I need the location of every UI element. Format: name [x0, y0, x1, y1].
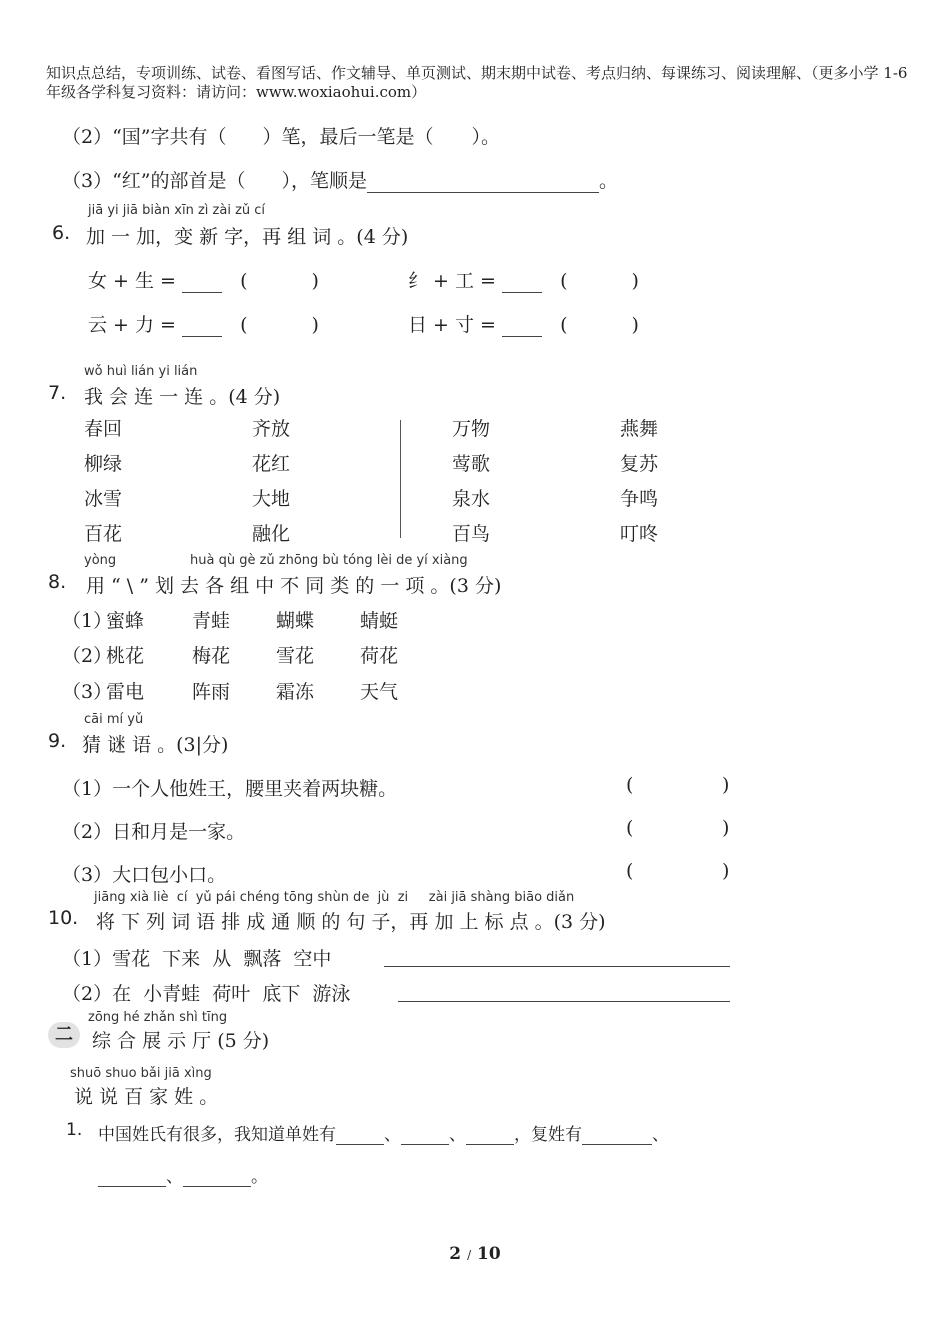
match-item[interactable]: 柳绿	[84, 453, 123, 475]
match-item[interactable]: 冰雪	[84, 488, 123, 510]
q7-pinyin: wǒ huì lián yi lián	[84, 364, 198, 379]
match-item[interactable]: 泉水	[452, 488, 491, 510]
riddle-item: （2）日和月是一家。	[62, 821, 246, 843]
q8-pinyin-a: yòng	[84, 553, 117, 568]
match-item[interactable]: 百花	[84, 523, 123, 545]
q10-pinyin: jiāng xià liè cí yǔ pái chéng tōng shùn de jù zi zài jiā shàng biāo diǎn	[94, 890, 575, 905]
column-divider	[400, 420, 401, 538]
q6-row2-left: 云 + 力 = ( )	[88, 314, 319, 336]
q8-row-label: （1）	[62, 610, 113, 632]
match-item[interactable]: 齐放	[252, 418, 291, 440]
compound-surname-blank[interactable]	[98, 1168, 166, 1187]
q6-row2-right: 日 + 寸 = ( )	[408, 314, 639, 336]
q6-pinyin: jiā yi jiā biàn xīn zì zài zǔ cí	[88, 203, 266, 218]
q5-item2-part-c: ）。	[471, 126, 501, 148]
classify-item[interactable]: 蝴蝶	[276, 610, 315, 632]
q10-title: 将 下 列 词 语 排 成 通 顺 的 句 子，再 加 上 标 点 。(3 分)	[96, 911, 606, 933]
single-surname-blank[interactable]	[401, 1126, 449, 1145]
q6-row1-left: 女 + 生 = ( )	[88, 270, 319, 292]
stroke-order-blank[interactable]	[367, 170, 599, 193]
classify-item[interactable]: 桃花	[106, 645, 145, 667]
riddle-answer-open: (	[626, 817, 634, 839]
q6-row1-right: 纟 + 工 = ( )	[408, 270, 639, 292]
classify-item[interactable]: 青蛙	[192, 610, 231, 632]
q6-expr: 女 + 生 =	[88, 270, 176, 292]
riddle-answer-close: )	[722, 860, 730, 882]
match-item[interactable]: 莺歌	[452, 453, 491, 475]
q8-number: 8.	[48, 571, 67, 593]
q10-number: 10.	[48, 907, 79, 929]
classify-item[interactable]: 霜冻	[276, 681, 315, 703]
riddle-answer-blank[interactable]	[640, 860, 720, 884]
s2-q1-line2: 、 。	[98, 1162, 268, 1187]
riddle-item: （3）大口包小口。	[62, 864, 227, 886]
match-item[interactable]: 争鸣	[620, 488, 659, 510]
section2-sub-title: 说 说 百 家 姓 。	[74, 1086, 219, 1108]
classify-item[interactable]: 蜻蜓	[360, 610, 399, 632]
q5-item-3	[62, 166, 618, 193]
section2-sub-pinyin: shuō shuo bǎi jiā xìng	[70, 1066, 212, 1081]
classify-item[interactable]: 阵雨	[192, 681, 231, 703]
page-number	[0, 1244, 950, 1264]
compound-surname-blank[interactable]	[183, 1168, 251, 1187]
new-char-blank[interactable]	[182, 272, 222, 293]
section-number-badge: 二	[48, 1022, 80, 1048]
riddle-answer-open: (	[626, 860, 634, 882]
s2-q1-number: 1.	[66, 1120, 83, 1140]
q6-expr: 日 + 寸 =	[408, 314, 496, 336]
new-char-blank[interactable]	[502, 272, 542, 293]
q5-item2-part-b: ）笔，最后一笔是（	[262, 126, 434, 148]
match-item[interactable]: 叮咚	[620, 523, 659, 545]
classify-item[interactable]: 蜜蜂	[106, 610, 145, 632]
q9-pinyin: cāi mí yǔ	[84, 712, 144, 727]
q6-expr: 云 + 力 =	[88, 314, 176, 336]
s2-q1-line1: 中国姓氏有很多，我知道单姓有 、 、 ，复姓有 、	[98, 1125, 669, 1145]
sentence-answer-line[interactable]	[384, 944, 730, 967]
total-pages: 10	[477, 1244, 501, 1264]
q8-row-label: （2）	[62, 645, 113, 667]
match-item[interactable]: 春回	[84, 418, 123, 440]
sentence-words: （2）在 小青蛙 荷叶 底下 游泳	[62, 983, 351, 1005]
classify-item[interactable]: 天气	[360, 681, 399, 703]
classify-item[interactable]: 荷花	[360, 645, 399, 667]
q5-item-2	[62, 122, 500, 149]
match-item[interactable]: 大地	[252, 488, 291, 510]
riddle-answer-open: (	[626, 774, 634, 796]
q9-number: 9.	[48, 730, 67, 752]
sentence-answer-line[interactable]	[398, 979, 730, 1002]
q5-item3-part-c: 。	[599, 170, 619, 192]
riddle-answer-close: )	[722, 817, 730, 839]
match-item[interactable]: 百鸟	[452, 523, 491, 545]
q5-item3-part-a: （3）“红”的部首是（	[62, 170, 246, 192]
q6-expr: 纟 + 工 =	[408, 270, 496, 292]
match-item[interactable]: 复苏	[620, 453, 659, 475]
new-char-blank[interactable]	[182, 316, 222, 337]
riddle-answer-close: )	[722, 774, 730, 796]
match-item[interactable]: 燕舞	[620, 418, 659, 440]
match-item[interactable]: 花红	[252, 453, 291, 475]
single-surname-blank[interactable]	[336, 1126, 384, 1145]
q8-title: 用 “ \ ” 划 去 各 组 中 不 同 类 的 一 项 。(3 分)	[86, 575, 502, 597]
classify-item[interactable]: 梅花	[192, 645, 231, 667]
page-separator: /	[467, 1248, 472, 1262]
riddle-answer-blank[interactable]	[640, 774, 720, 798]
riddle-answer-blank[interactable]	[640, 817, 720, 841]
q7-number: 7.	[48, 382, 67, 404]
q8-row-label: （3）	[62, 681, 113, 703]
classify-item[interactable]: 雷电	[106, 681, 145, 703]
q9-title: 猜 谜 语 。(3|分)	[82, 734, 229, 756]
match-item[interactable]: 融化	[252, 523, 291, 545]
riddle-item: （1）一个人他姓王，腰里夹着两块糖。	[62, 778, 398, 800]
q7-title: 我 会 连 一 连 。(4 分)	[84, 386, 281, 408]
page-header-text: 知识点总结，专项训练、试卷、看图写话、作文辅导、单页测试、期末期中试卷、考点归纳、每课练习、阅读理解、（更多小学 1-6 年级各学科复习资料：请访问：www.woxiaohui.com）	[46, 64, 908, 101]
q8-pinyin-b: huà qù gè zǔ zhōng bù tóng lèi de yí xiàng	[190, 553, 468, 568]
compound-surname-blank[interactable]	[582, 1126, 652, 1145]
q6-title: 加 一 加，变 新 字，再 组 词 。(4 分)	[86, 226, 409, 248]
sentence-words: （1）雪花 下来 从 飘落 空中	[62, 948, 332, 970]
single-surname-blank[interactable]	[466, 1126, 514, 1145]
q6-number: 6.	[52, 222, 71, 244]
new-char-blank[interactable]	[502, 316, 542, 337]
section2-pinyin: zōng hé zhǎn shì tīng	[88, 1010, 228, 1025]
q5-item2-part-a: （2）“国”字共有（	[62, 126, 227, 148]
q5-item3-part-b: ），笔顺是	[281, 170, 368, 192]
section2-title: 综 合 展 示 厅 (5 分)	[92, 1030, 270, 1052]
current-page: 2	[449, 1244, 462, 1264]
match-item[interactable]: 万物	[452, 418, 491, 440]
classify-item[interactable]: 雪花	[276, 645, 315, 667]
